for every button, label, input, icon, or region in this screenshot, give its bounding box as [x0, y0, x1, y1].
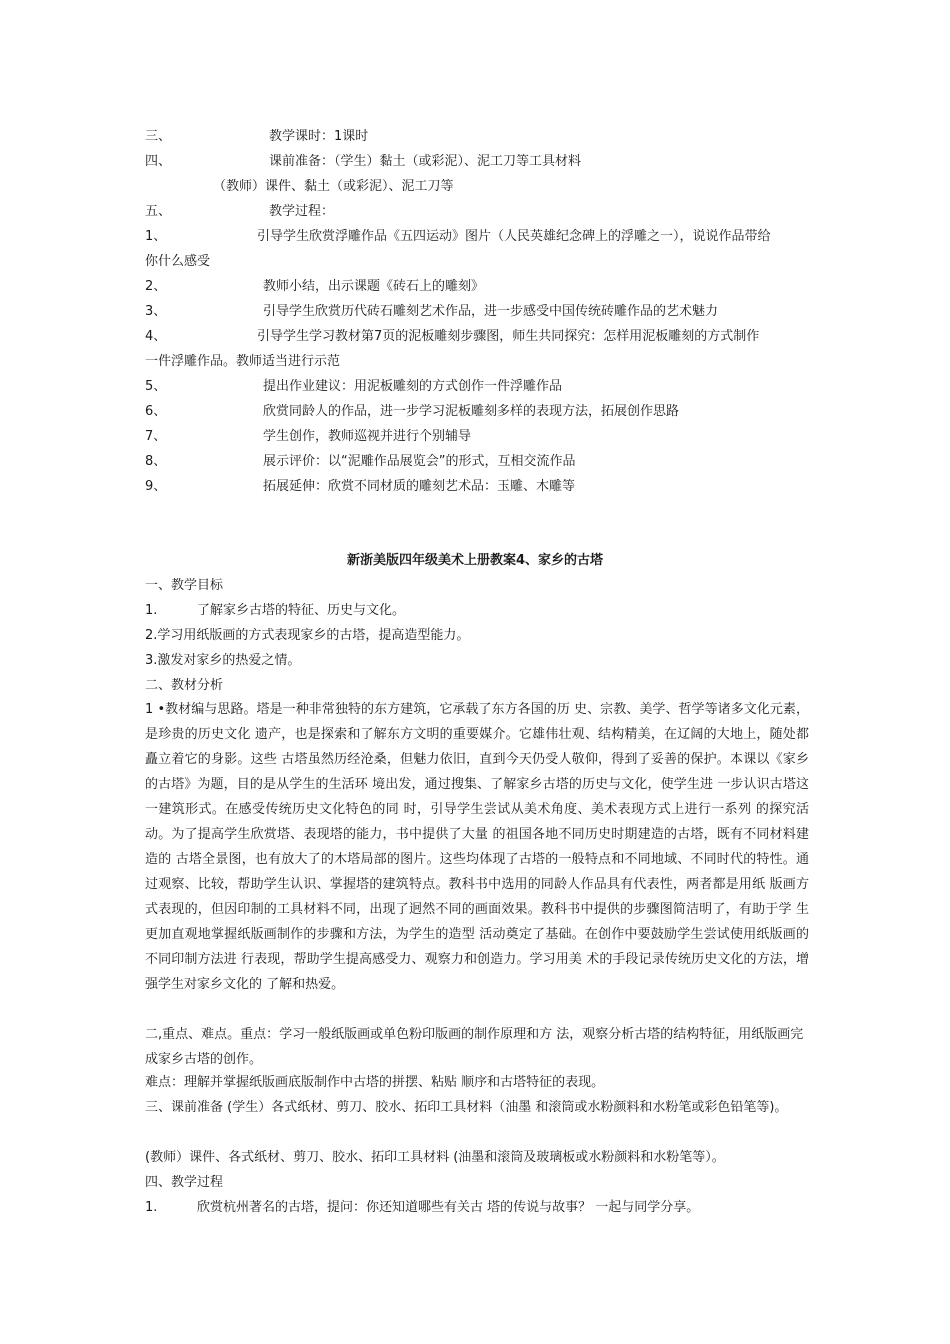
step-text: 欣赏同龄人的作品，进一步学习泥板雕刻多样的表现方法，拓展创作思路 — [263, 404, 680, 419]
step-number: 4、 — [145, 329, 167, 344]
section-four-line — [145, 153, 581, 171]
prep-teacher-line: (教师）课件、各式纸材、剪刀、胶水、拓印工具材料 (油墨和滚筒及玻璃板或水粉颜料和水粉笔等）。 — [145, 1150, 725, 1165]
step-4-line — [145, 328, 759, 346]
step-6-line — [145, 403, 679, 421]
step-text: 提出作业建议：用泥板雕刻的方式创作一件浮雕作品 — [263, 379, 563, 394]
section-number: 四、 — [145, 154, 172, 169]
section-text: 教学过程： — [269, 204, 335, 219]
step-4-continuation — [145, 353, 340, 371]
difficulty-line: 难点：理解并掌握纸版画底版制作中古塔的拼摆、粘贴 顺序和古塔特征的表现。 — [145, 1075, 605, 1090]
step-1-continuation — [145, 253, 210, 271]
step-text: 你什么感受 — [145, 254, 211, 269]
section-text: 课前准备：（学生）黏土（或彩泥）、泥工刀等工具材料 — [269, 154, 582, 169]
heading-analysis: 二、教材分析 — [145, 678, 224, 693]
step-number: 1、 — [145, 229, 167, 244]
lesson-title: 新浙美版四年级美术上册教案4、家乡的古塔 — [346, 553, 604, 568]
step-text: 引导学生欣赏历代砖石雕刻艺术作品，进一步感受中国传统砖雕作品的艺术魅力 — [263, 304, 719, 319]
step-8-line — [145, 453, 575, 471]
section-four-teacher-line — [213, 178, 454, 196]
objective-text: 了解家乡古塔的特征、历史与文化。 — [197, 603, 406, 618]
section-number: 五、 — [145, 204, 172, 219]
heading-objectives: 一、教学目标 — [145, 578, 224, 593]
step-9-line — [145, 478, 575, 496]
step-1-line — [145, 228, 771, 246]
step-number: 6、 — [145, 404, 167, 419]
key-points-paragraph: 二,重点、难点。重点：学习一般纸版画或单色粉印版画的制作原理和方 法，观察分析古塔的结构特征，用纸版画完成家乡古塔的创作。 — [145, 1027, 804, 1067]
process-1-line — [145, 1199, 699, 1217]
analysis-paragraph: 1 •教材编与思路。塔是一种非常独特的东方建筑，它承载了东方各国的历 史、宗教、美学、哲学等诸多文化元素，是珍贵的历史文化 遗产，也是探索和了解东方文明的重要媒介。它雄伟壮观、结构精美，在辽阔的大地上，随处都矗立着它的身影。这些 古塔虽然历经沧桑，但魅力依旧，直到今天仍受人敬仰，得到了妥善的保护。本课以《家乡的古塔》为题，目的是从学生的生活环 境出发，通过搜集、了解家乡古塔的历史与文化，使学生进 一步认识古塔这一建筑形式。在感受传统历史文化特色的同 时，引导学生尝试从美术角度、美术表现方式上进行一系列 的探究活动。为了提高学生欣赏塔、表现塔的能力，书中提供了大量 的祖国各地不同历史时期建造的古塔，既有不同材料建造的 古塔全景图，也有放大了的木塔局部的图片。这些均体现了古塔的一般特点和不同地域、不同时代的特性。通过观察、比较，帮助学生认识、掌握塔的建筑特点。教科书中选用的同龄人作品具有代表性，两者都是用纸 版画方式表现的，但因印制的工具材料不同，出现了迥然不同的画面效果。教科书中提供的步骤图简洁明了，有助于学 生更加直观地掌握纸版画制作的步骤和方法，为学生的造型 活动奠定了基础。在创作中要鼓励学生尝试使用纸版画的不同印制方法进 行表现，帮助学生提高感受力、观察力和创造力。学习用美 术的手段记录传统历史文化的方法，增强学生对家乡文化的 了解和热爱。 — [145, 702, 809, 992]
step-number: 5、 — [145, 379, 167, 394]
section-text: （教师）课件、黏土（或彩泥）、泥工刀等 — [213, 179, 454, 194]
objective-1-line — [145, 602, 405, 620]
step-text: 学生创作，教师巡视并进行个别辅导 — [263, 429, 472, 444]
step-7-line — [145, 428, 471, 446]
section-three-line — [145, 128, 368, 146]
step-text: 拓展延伸：欣赏不同材质的雕刻艺术品：玉雕、木雕等 — [263, 479, 576, 494]
prep-student-line: 三、课前准备 (学生）各式纸材、剪刀、胶水、拓印工具材料（油墨 和滚筒或水粉颜料和水粉笔或彩色铅笔等)。 — [145, 1100, 788, 1115]
step-number: 7、 — [145, 429, 167, 444]
process-number: 1. — [145, 1200, 158, 1215]
step-text: 一件浮雕作品。教师适当进行示范 — [145, 354, 341, 369]
step-text: 引导学生学习教材第7页的泥板雕刻步骤图，师生共同探究：怎样用泥板雕刻的方式制作 — [257, 329, 760, 344]
step-number: 2、 — [145, 279, 167, 294]
step-text: 展示评价：以“泥雕作品展览会”的形式，互相交流作品 — [263, 454, 576, 469]
step-number: 3、 — [145, 304, 167, 319]
step-3-line — [145, 303, 718, 321]
section-number: 三、 — [145, 129, 172, 144]
objective-number: 1. — [145, 603, 158, 618]
step-number: 8、 — [145, 454, 167, 469]
step-5-line — [145, 378, 562, 396]
objective-3-line: 3.激发对家乡的热爱之情。 — [145, 653, 301, 668]
step-2-line — [145, 278, 484, 296]
heading-process: 四、教学过程 — [145, 1175, 224, 1190]
step-text: 引导学生欣赏浮雕作品《五四运动》图片（人民英雄纪念碑上的浮雕之一），说说作品带给 — [257, 229, 771, 244]
objective-2-line: 2.学习用纸版画的方式表现家乡的古塔，提高造型能力。 — [145, 628, 470, 643]
section-five-line — [145, 203, 334, 221]
step-number: 9、 — [145, 479, 167, 494]
step-text: 教师小结，出示课题《砖石上的雕刻》 — [263, 279, 485, 294]
process-text: 欣赏杭州著名的古塔，提问：你还知道哪些有关古 塔的传说与故事？ 一起与同学分享。 — [197, 1200, 700, 1215]
section-text: 教学课时：1课时 — [269, 129, 369, 144]
